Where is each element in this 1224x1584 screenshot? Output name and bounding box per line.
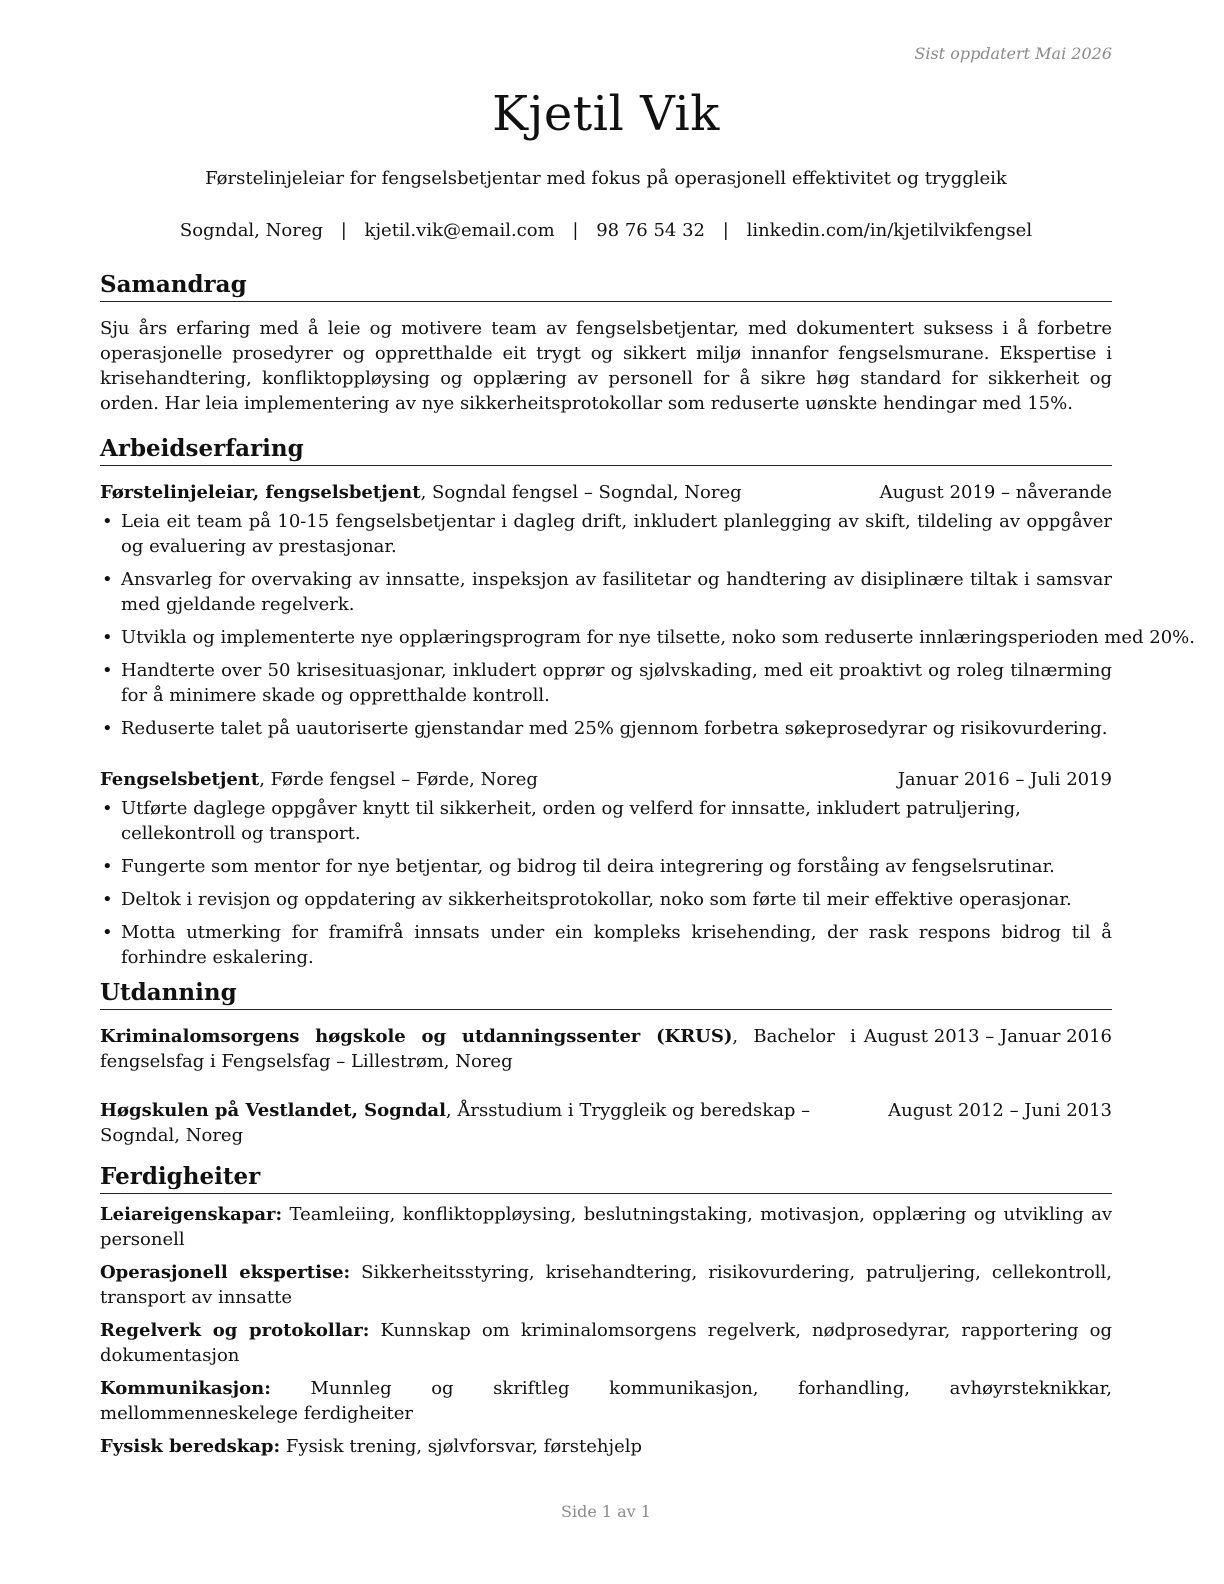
job-dates: Januar 2016 – Juli 2019 xyxy=(897,769,1112,790)
job-dates: August 2019 – nåverande xyxy=(879,482,1112,503)
skill-item xyxy=(100,1202,1112,1252)
job-bullets xyxy=(100,796,1112,970)
job-entry xyxy=(100,480,1195,741)
skills-heading: Ferdigheiter xyxy=(100,1162,1112,1194)
skills-list xyxy=(100,1202,1112,1459)
skill-value: Sikkerheitsstyring, krisehandtering, risikovurdering, patruljering, cellekontroll, transport av innsatte xyxy=(100,1262,1112,1308)
contact-separator: | xyxy=(340,220,347,241)
last-updated: Sist oppdatert Mai 2026 xyxy=(914,44,1112,63)
skill-label: Operasjonell ekspertise: xyxy=(100,1262,351,1283)
skill-label: Regelverk og protokollar: xyxy=(100,1320,370,1341)
contact-line xyxy=(100,220,1112,241)
skill-item xyxy=(100,1260,1112,1310)
education-detail: , Bachelor i fengselsfag i Fengselsfag – Lillestrøm, Noreg xyxy=(100,1026,856,1072)
summary-heading: Samandrag xyxy=(100,270,1112,302)
bullet-item: • Utvikla og implementerte nye opplæringsprogram for nye tilsette, noko som reduserte innlæringsperioden med 20%. xyxy=(100,625,1112,650)
skill-value: Teamleiing, konfliktoppløysing, beslutningstaking, motivasjon, opplæring og utvikling av personell xyxy=(100,1204,1112,1250)
education-title-line xyxy=(100,1098,880,1148)
job-title-line xyxy=(100,480,742,505)
skill-value: Fysisk trening, sjølvforsvar, førstehjelp xyxy=(280,1436,643,1457)
education-school: Kriminalomsorgens høgskole og utdanningssenter (KRUS) xyxy=(100,1026,733,1047)
job-place: , Førde fengsel – Førde, Noreg xyxy=(259,769,538,790)
bullet-item: • Fungerte som mentor for nye betjentar, og bidrog til deira integrering og forståing av fengselsrutinar. xyxy=(100,854,1112,879)
resume-content xyxy=(100,270,1195,1459)
education-dates: August 2013 – Januar 2016 xyxy=(863,1026,1112,1047)
education-school: Høgskulen på Vestlandet, Sogndal xyxy=(100,1100,446,1121)
education-entry xyxy=(100,1024,1112,1074)
education-dates: August 2012 – Juni 2013 xyxy=(888,1100,1112,1121)
job-header xyxy=(100,767,1112,792)
job-bullets xyxy=(100,509,1195,741)
contact-linkedin[interactable]: linkedin.com/in/kjetilvikfengsel xyxy=(746,220,1033,241)
summary-text: Sju års erfaring med å leie og motivere team av fengselsbetjentar, med dokumentert suksess i å forbetre operasjonelle prosedyrer og oppretthalde eit trygt og sikkert miljø innanfor fengselsmurane. Ekspertise i krisehandtering, konfliktoppløysing og opplæring av personell for å sikre høg standard for sikkerheit og orden. Har leia implementering av nye sikkerheitsprotokollar som reduserte uønskte hendingar med 15%. xyxy=(100,318,1112,414)
contact-separator: | xyxy=(572,220,579,241)
skill-label: Leiareigenskapar: xyxy=(100,1204,283,1225)
job-title-line xyxy=(100,767,538,792)
contact-location: Sogndal, Noreg xyxy=(179,220,323,241)
bullet-item: • Deltok i revisjon og oppdatering av sikkerheitsprotokollar, noko som førte til meir effektive operasjonar. xyxy=(100,887,1112,912)
skill-item xyxy=(100,1434,1112,1459)
skill-label: Fysisk beredskap: xyxy=(100,1436,281,1457)
education-title-line xyxy=(100,1024,856,1074)
skill-value: Kunnskap om kriminalomsorgens regelverk, nødprosedyrar, rapportering og dokumentasjon xyxy=(100,1320,1112,1366)
skill-item xyxy=(100,1376,1112,1426)
experience-heading: Arbeidserfaring xyxy=(100,434,1112,466)
job-header xyxy=(100,480,1112,505)
skill-item xyxy=(100,1318,1112,1368)
education-heading: Utdanning xyxy=(100,978,1112,1010)
bullet-item: • Handterte over 50 krisesituasjonar, inkludert opprør og sjølvskading, med eit proaktivt og roleg tilnærming for å minimere skade og oppretthalde kontroll. xyxy=(100,658,1112,708)
contact-phone[interactable]: 98 76 54 32 xyxy=(596,220,706,241)
job-role: Førstelinjeleiar, fengselsbetjent xyxy=(100,482,421,503)
job-entry xyxy=(100,767,1112,970)
skill-value: Munnleg og skriftleg kommunikasjon, forhandling, avhøyrsteknikkar, mellommenneskelege ferdigheiter xyxy=(100,1378,1112,1424)
skill-label: Kommunikasjon: xyxy=(100,1378,271,1399)
contact-separator: | xyxy=(722,220,729,241)
bullet-item: • Reduserte talet på uautoriserte gjenstandar med 25% gjennom forbetra søkeprosedyrar og risikovurdering. xyxy=(100,716,1112,741)
job-role: Fengselsbetjent xyxy=(100,769,260,790)
bullet-item: • Leia eit team på 10-15 fengselsbetjentar i dagleg drift, inkludert planlegging av skift, tildeling av oppgåver og evaluering av prestasjonar. xyxy=(100,509,1112,559)
contact-email[interactable]: kjetil.vik@email.com xyxy=(364,220,555,241)
bullet-item: • Ansvarleg for overvaking av innsatte, inspeksjon av fasilitetar og handtering av disiplinære tiltak i samsvar med gjeldande regelverk. xyxy=(100,567,1112,617)
page-number: Side 1 av 1 xyxy=(561,1502,651,1521)
bullet-item: • Utførte daglege oppgåver knytt til sikkerheit, orden og velferd for innsatte, inkludert patruljering, cellekontroll og transport. xyxy=(100,796,1112,846)
bullet-item: • Motta utmerking for framifrå innsats under ein kompleks krisehending, der rask respons bidrog til å forhindre eskalering. xyxy=(100,920,1112,970)
tagline: Førstelinjeleiar for fengselsbetjentar med fokus på operasjonell effektivitet og tryggleik xyxy=(205,168,1007,189)
education-entry xyxy=(100,1098,1112,1148)
job-place: , Sogndal fengsel – Sogndal, Noreg xyxy=(420,482,742,503)
candidate-name: Kjetil Vik xyxy=(492,86,720,142)
education-detail: , Årsstudium i Tryggleik og beredskap – Sogndal, Noreg xyxy=(100,1100,811,1146)
